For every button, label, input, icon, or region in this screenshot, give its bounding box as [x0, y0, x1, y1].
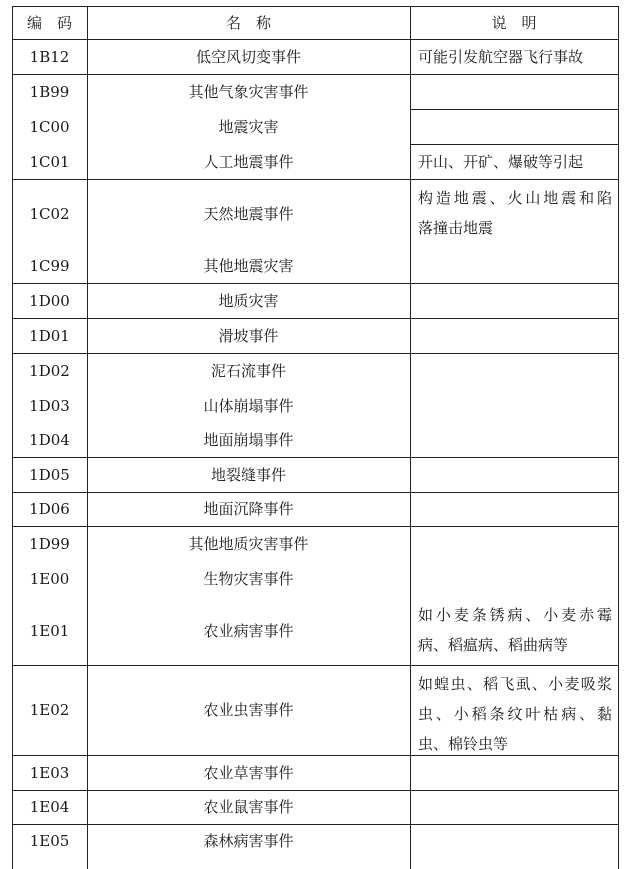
- row-name: 低空风切变事件: [195, 47, 301, 66]
- row-divider-right: [410, 824, 618, 825]
- row-divider-right: [410, 492, 618, 493]
- row-code: 1C02: [29, 204, 70, 223]
- row-code: 1D06: [29, 500, 70, 518]
- row-name: 地质灾害: [218, 291, 279, 310]
- row-name: 地面崩塌事件: [203, 431, 294, 449]
- row-name: 滑坡事件: [218, 326, 279, 345]
- description-line: 如蝗虫、稻飞虱、小麦吸浆: [418, 675, 612, 693]
- row-divider-right: [410, 144, 618, 145]
- row-name: 农业虫害事件: [203, 701, 294, 719]
- row-description: [418, 600, 612, 660]
- row-code: 1D04: [29, 431, 70, 449]
- row-name: 地裂缝事件: [210, 465, 286, 484]
- row-code: 1D01: [29, 326, 70, 345]
- row-name: 农业病害事件: [203, 621, 294, 640]
- row-code: 1E04: [29, 798, 70, 816]
- row-divider-right: [410, 74, 618, 75]
- description-line: 构造地震、火山地震和陷: [418, 189, 612, 207]
- row-divider-right: [410, 526, 618, 527]
- description-line: 落撞击地震: [418, 219, 494, 237]
- description-line: 病、稻瘟病、稻曲病等: [418, 636, 569, 654]
- header-desc: 说 明: [491, 13, 537, 32]
- row-description: [418, 147, 612, 177]
- row-code: 1E01: [29, 621, 70, 640]
- row-description: [418, 42, 612, 72]
- row-code: 1C99: [29, 256, 70, 275]
- row-divider-right: [410, 790, 618, 791]
- rule-right: [618, 6, 619, 869]
- row-divider-right: [410, 283, 618, 284]
- description-line: 开山、开矿、爆破等引起: [418, 152, 584, 171]
- header-code: 编 码: [26, 13, 72, 32]
- row-name: 其他气象灾害事件: [188, 82, 309, 101]
- row-name: 地震灾害: [218, 117, 279, 136]
- row-name: 农业鼠害事件: [203, 798, 294, 816]
- rule-name-desc: [410, 6, 411, 869]
- row-code: 1D02: [29, 361, 70, 380]
- row-name: 生物灾害事件: [203, 569, 294, 588]
- row-code: 1E02: [29, 701, 70, 719]
- row-code: 1D03: [29, 396, 70, 415]
- row-name: 山体崩塌事件: [203, 396, 294, 415]
- row-code: 1B99: [29, 82, 70, 101]
- row-code: 1B12: [29, 47, 70, 66]
- header-name: 名 称: [225, 13, 271, 32]
- description-line: 虫、小稻条纹叶枯病、黏: [418, 705, 612, 723]
- description-line: 如小麦条锈病、小麦赤霉: [418, 606, 612, 624]
- row-description: [418, 669, 612, 759]
- description-line: 虫、棉铃虫等: [418, 735, 509, 753]
- row-name: 人工地震事件: [203, 152, 294, 171]
- row-divider-right: [410, 665, 618, 666]
- row-name: 天然地震事件: [203, 204, 294, 223]
- row-divider-right: [410, 109, 618, 110]
- row-divider-right: [410, 353, 618, 354]
- row-name: 其他地质灾害事件: [188, 534, 309, 553]
- row-name: 地面沉降事件: [203, 500, 294, 518]
- row-code: 1E00: [29, 569, 70, 588]
- row-code: 1C00: [29, 117, 70, 136]
- row-description: [418, 183, 612, 243]
- row-name: 其他地震灾害: [203, 256, 294, 275]
- row-code: 1D99: [29, 534, 70, 553]
- row-code: 1D05: [29, 465, 70, 484]
- row-name: 农业草害事件: [203, 763, 294, 782]
- row-name: 泥石流事件: [210, 361, 286, 380]
- description-line: 可能引发航空器飞行事故: [418, 47, 584, 66]
- row-divider-right: [410, 179, 618, 180]
- row-divider-right: [410, 318, 618, 319]
- row-code: 1E05: [29, 832, 70, 850]
- row-code: 1C01: [29, 152, 70, 171]
- row-code: 1D00: [29, 291, 70, 310]
- row-divider-right: [410, 457, 618, 458]
- row-name: 森林病害事件: [203, 832, 294, 850]
- row-code: 1E03: [29, 763, 70, 782]
